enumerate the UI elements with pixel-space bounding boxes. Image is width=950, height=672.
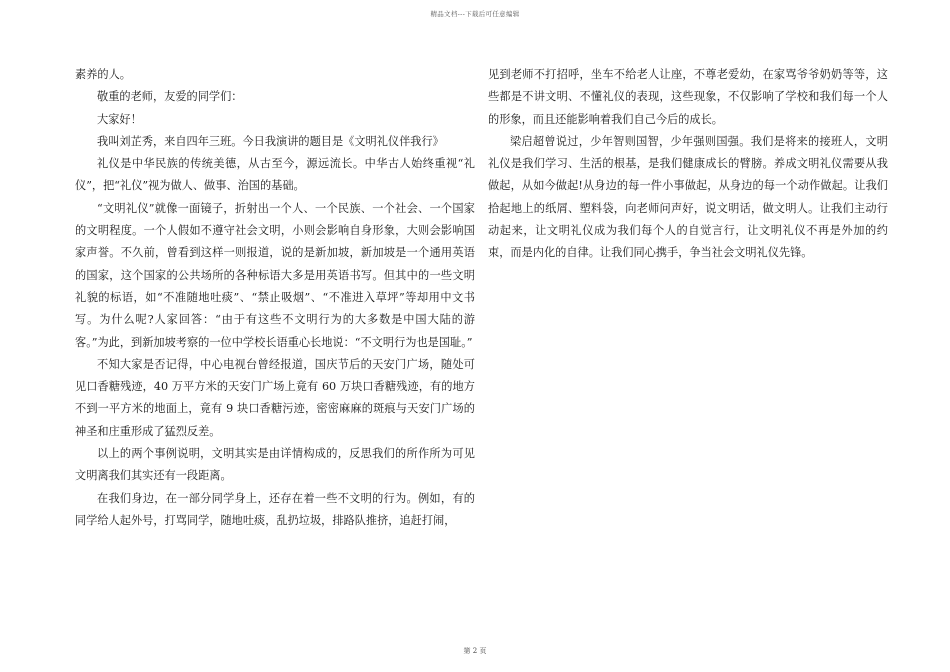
paragraph: “文明礼仪”就像一面镜子，折射出一个人、一个民族、一个社会、一个国家的文明程度。一个人假如不遵守社会文明，小则会影响自身形象，大则会影响国家声誉。不久前，曾看到这样一则报道，说的是新加坡，新加坡是一个通用英语的国家，这个国家的公共场所的各种标语大多是用英语书写。但其中的一些文明礼貌的标语，如“不准随地吐痰”、“禁止吸烟”、“不准进入草坪”等却用中文书写。为什么呢?人家回答：“由于有这些不文明行为的大多数是中国大陆的游客。”为此，到新加坡考察的一位中学校长语重心长地说：“不文明行为也是国耻。” bbox=[75, 201, 475, 349]
paragraph: 素养的人。 bbox=[75, 68, 131, 81]
paragraph: 礼仪是中华民族的传统美德，从古至今，源远流长。中华古人始终重视“礼仪”，把“礼仪”视为做人、做事、治国的基础。 bbox=[75, 157, 475, 193]
paragraph: 敬重的老师，友爱的同学们： bbox=[97, 90, 243, 104]
paragraph: 大家好！ bbox=[97, 112, 142, 126]
paragraph: 我叫刘芷秀，来自四年三班。今日我演讲的题目是《文明礼仪伴我行》 bbox=[97, 134, 444, 148]
page-header: 精品文档---下载后可任意编辑 bbox=[430, 10, 520, 18]
paragraph: 在我们身边，在一部分同学身上，还存在着一些不文明的行为。例如，有的同学给人起外号，打骂同学，随地吐痰，乱扔垃圾，排路队推挤，追赶打闹， bbox=[75, 491, 475, 527]
paragraph: 梁启超曾说过，少年智则国智，少年强则国强。我们是将来的接班人，文明礼仪是我们学习、生活的根基，是我们健康成长的臂膀。养成文明礼仪需要从我做起，从如今做起!从身边的每一件小事做起，从身边的每一个动作做起。让我们拾起地上的纸屑、塑料袋，向老师问声好，说文明话，做文明人。让我们主动行动起来，让文明礼仪成为我们每个人的自觉言行，让文明礼仪不再是外加的约束，而是内化的自律。让我们同心携手，争当社会文明礼仪先锋。 bbox=[488, 134, 888, 260]
paragraph: 以上的两个事例说明，文明其实是由详情构成的，反思我们的所作所为可见文明离我们其实还有一段距离。 bbox=[75, 447, 475, 483]
page-number: 第 2 页 bbox=[463, 647, 487, 655]
paragraph: 见到老师不打招呼，坐车不给老人让座，不尊老爱幼，在家骂爷爷奶奶等等，这些都是不讲文明、不懂礼仪的表现，这些现象，不仅影响了学校和我们每一个人的形象，而且还能影响着我们自己今后的成长。 bbox=[488, 68, 888, 126]
right-column bbox=[488, 64, 888, 265]
left-column bbox=[75, 64, 475, 532]
paragraph: 不知大家是否记得，中心电视台曾经报道，国庆节后的天安门广场，随处可见口香糖残迹，40 万平方米的天安门广场上竟有 60 万块口香糖残迹，有的地方不到一平方米的地面上，竟有 9 块口香糖污迹，密密麻麻的斑痕与天安门广场的神圣和庄重形成了猛烈反差。 bbox=[75, 357, 475, 438]
